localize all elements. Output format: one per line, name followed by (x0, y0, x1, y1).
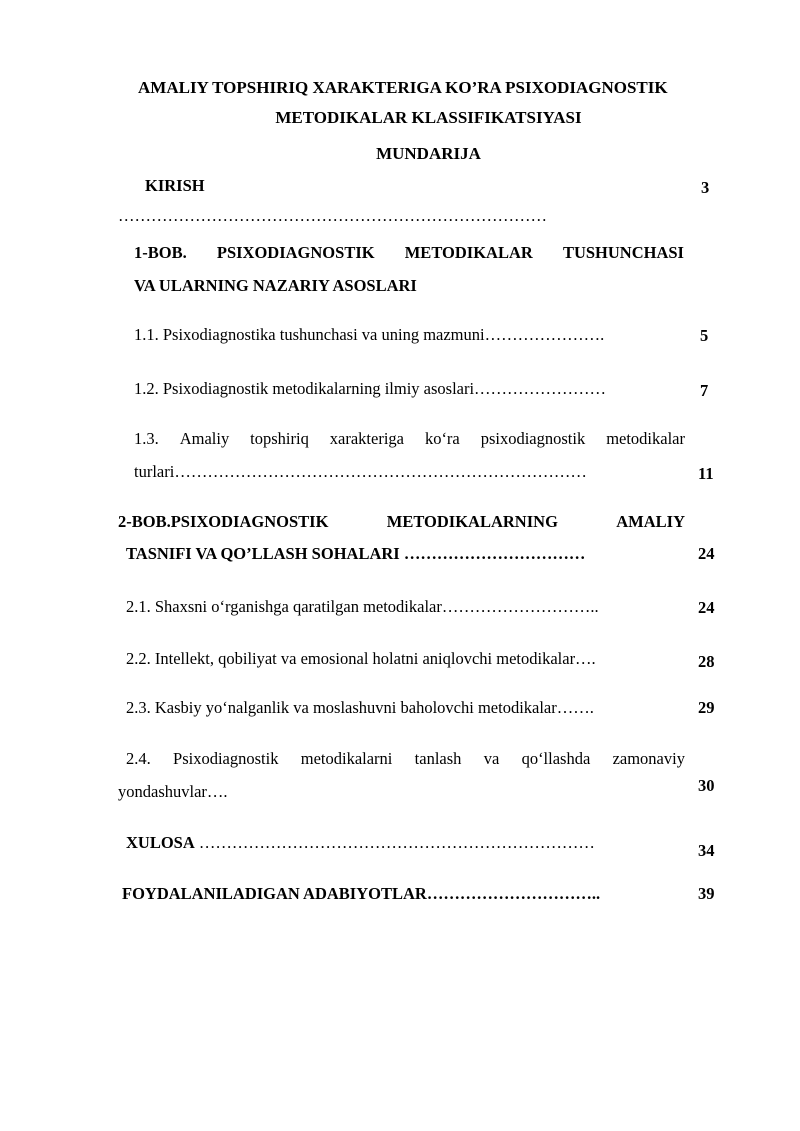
toc-kirish-leader: …………………………………………………………………… (118, 206, 547, 225)
contents-heading: MUNDARIJA (376, 144, 481, 163)
toc-section-2-4-line-1 (126, 749, 685, 769)
toc-section-2-1: 2.1. Shaxsni o‘rganishga qaratilgan metodikalar……………………….. (126, 597, 599, 616)
toc-section-1-3-line-1 (134, 429, 685, 449)
toc-word: 1.3. (134, 429, 159, 448)
toc-chapter-2-line-2: TASNIFI VA QO’LLASH SOHALARI …………………………… (126, 544, 586, 563)
toc-word: METODIKALAR (404, 243, 533, 262)
toc-word: Psixodiagnostik (173, 749, 279, 768)
toc-chapter-2-page: 24 (698, 544, 715, 563)
toc-section-2-4-line-2: yondashuvlar…. (118, 782, 228, 801)
toc-chapter-1-line-2: VA ULARNING NAZARIY ASOSLARI (134, 276, 417, 295)
toc-word: qo‘llashda (521, 749, 591, 768)
toc-word: Amaliy (179, 429, 230, 448)
toc-word: ko‘ra (424, 429, 460, 448)
toc-section-2-3: 2.3. Kasbiy yo‘nalganlik va moslashuvni baholovchi metodikalar……. (126, 698, 594, 717)
toc-chapter-1-line-1 (134, 243, 684, 263)
toc-xulosa-label: XULOSA (126, 833, 195, 852)
toc-kirish-label: KIRISH (145, 176, 205, 195)
toc-word: 2-BOB.PSIXODIAGNOSTIK (118, 512, 329, 531)
toc-section-2-4-page: 30 (698, 776, 715, 795)
toc-word: metodikalar (606, 429, 685, 448)
toc-xulosa-page: 34 (698, 841, 715, 860)
toc-section-1-2: 1.2. Psixodiagnostik metodikalarning ilmiy asoslari…………………… (134, 379, 607, 398)
toc-section-2-1-page: 24 (698, 598, 715, 617)
toc-xulosa (126, 833, 595, 853)
toc-word: topshiriq (250, 429, 309, 448)
document-title-line-2: METODIKALAR KLASSIFIKATSIYASI (275, 108, 582, 127)
toc-word: TUSHUNCHASI (562, 243, 684, 262)
toc-word: xarakteriga (329, 429, 404, 448)
toc-word: PSIXODIAGNOSTIK (216, 243, 375, 262)
toc-section-1-1: 1.1. Psixodiagnostika tushunchasi va uning mazmuni…………………. (134, 325, 605, 344)
toc-word: va (483, 749, 500, 768)
toc-chapter-2-line-1 (118, 512, 685, 532)
toc-xulosa-leader: ……………………………………………………………… (194, 833, 595, 852)
toc-word: tanlash (414, 749, 462, 768)
toc-word: psixodiagnostik (480, 429, 586, 448)
toc-kirish-page: 3 (701, 178, 710, 197)
toc-section-2-2: 2.2. Intellekt, qobiliyat va emosional holatni aniqlovchi metodikalar…. (126, 649, 596, 668)
toc-references-page: 39 (698, 884, 715, 903)
toc-word: METODIKALARNING (386, 512, 558, 531)
toc-word: AMALIY (616, 512, 685, 531)
toc-word: zamonaviy (612, 749, 685, 768)
toc-section-1-3-line-2: turlari………………………………………………………………… (134, 462, 587, 481)
toc-section-1-3-page: 11 (698, 464, 714, 483)
toc-word: metodikalarni (300, 749, 393, 768)
toc-section-1-2-page: 7 (700, 381, 709, 400)
toc-word: 2.4. (126, 749, 151, 768)
toc-section-2-2-page: 28 (698, 652, 715, 671)
toc-section-2-3-page: 29 (698, 698, 715, 717)
toc-section-1-1-page: 5 (700, 326, 709, 345)
toc-word: 1-BOB. (134, 243, 187, 262)
document-title-line-1: AMALIY TOPSHIRIQ XARAKTERIGA KO’RA PSIXODIAGNOSTIK (138, 78, 668, 97)
toc-references: FOYDALANILADIGAN ADABIYOTLAR………………………….. (122, 884, 601, 903)
